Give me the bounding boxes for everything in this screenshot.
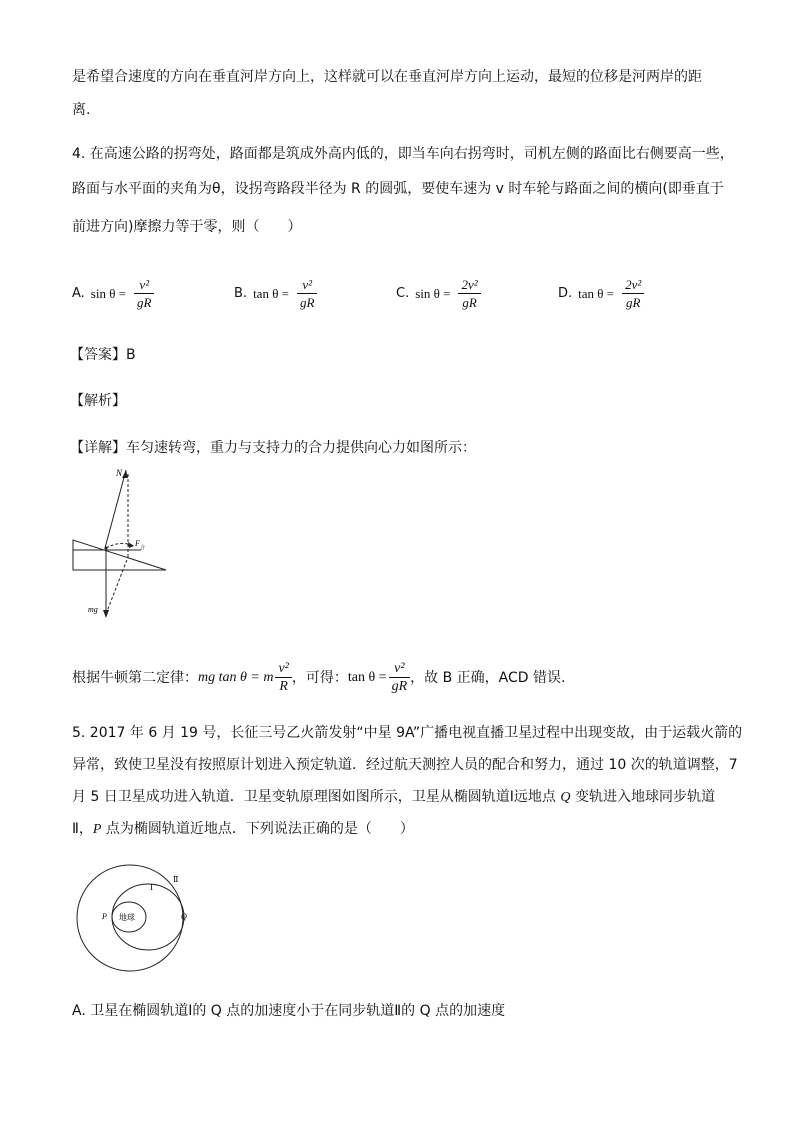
point-p: P bbox=[92, 822, 102, 837]
fraction-numerator: v² bbox=[297, 276, 317, 294]
label-orbit-ii: Ⅱ bbox=[173, 875, 179, 884]
option-letter: C. bbox=[396, 286, 410, 301]
fraction-numerator: v² bbox=[389, 660, 411, 678]
question-5-stem bbox=[72, 820, 414, 839]
newton-eq2-left: tan θ = bbox=[347, 669, 387, 685]
answer-line bbox=[70, 346, 136, 364]
newton-mid: ，可得： bbox=[291, 669, 348, 686]
analysis-tag: 【解析】 bbox=[70, 393, 126, 409]
fraction-denominator: gR bbox=[462, 295, 477, 310]
fraction-denominator: gR bbox=[300, 295, 315, 310]
fraction-denominator: gR bbox=[137, 295, 152, 310]
fraction bbox=[458, 276, 480, 311]
detail-tag: 【详解】 bbox=[70, 440, 126, 456]
text-span: Ⅱ， bbox=[72, 821, 93, 837]
option-letter: A. bbox=[72, 286, 85, 301]
option-b[interactable] bbox=[234, 276, 317, 311]
option-letter: B. bbox=[234, 286, 248, 301]
text-line: 是希望合速度的方向在垂直河岸方向上，这样就可以在垂直河岸方向上运动，最短的位移是河两岸的距 bbox=[72, 69, 702, 85]
arrowhead bbox=[128, 542, 134, 548]
fraction-numerator: v² bbox=[275, 660, 291, 678]
text-span: 月 5 日卫星成功进入轨道．卫星变轨原理图如图所示，卫星从椭圆轨道Ⅰ远地点 bbox=[72, 789, 561, 805]
fraction bbox=[389, 660, 411, 695]
label-orbit-i: Ⅰ bbox=[150, 883, 154, 892]
fraction-numerator: v² bbox=[134, 276, 154, 294]
detail-text: 车匀速转弯，重力与支持力的合力提供向心力如图所示： bbox=[126, 440, 476, 456]
label-q: Q bbox=[181, 912, 187, 921]
text-line: 离. bbox=[72, 102, 91, 118]
question-4-stem: 路面与水平面的夹角为θ，设拐弯路段半径为 R 的圆弧，要使车速为 v 时车轮与路面之间的横向(即垂直于 bbox=[72, 181, 724, 197]
fraction bbox=[622, 276, 644, 311]
answer-tag: 【答案】 bbox=[70, 347, 126, 363]
construction-dashed-line bbox=[106, 557, 128, 614]
question-4-stem: 前进方向)摩擦力等于零，则（ ） bbox=[72, 219, 302, 235]
point-q: Q bbox=[560, 790, 571, 805]
question-5-option-a[interactable]: A. 卫星在椭圆轨道Ⅰ的 Q 点的加速度小于在同步轨道Ⅱ的 Q 点的加速度 bbox=[72, 1003, 506, 1019]
label-f-sub: 合 bbox=[140, 546, 146, 551]
fraction bbox=[297, 276, 317, 311]
newton-line bbox=[72, 660, 565, 695]
question-5-stem: 5. 2017 年 6 月 19 号，长征三号乙火箭发射“中星 9A”广播电视直播卫星过程中出现变故，由于运载火箭的 bbox=[72, 725, 743, 741]
option-expr: tan θ = bbox=[253, 285, 290, 301]
option-a[interactable] bbox=[72, 276, 154, 311]
orbit-diagram bbox=[70, 860, 200, 980]
newton-suffix: ，故 B 正确，ACD 错误. bbox=[410, 669, 566, 686]
label-f: F bbox=[135, 539, 140, 548]
question-5-stem: 异常，致使卫星没有按照原计划进入预定轨道．经过航天测控人员的配合和努力，通过 10 次的轨道调整，7 bbox=[72, 757, 738, 773]
earth-label: 地球 bbox=[119, 913, 135, 922]
fraction-denominator: gR bbox=[625, 295, 641, 310]
option-d[interactable] bbox=[558, 276, 644, 311]
normal-force-arrow bbox=[105, 470, 126, 548]
fraction-numerator: 2v² bbox=[622, 276, 644, 294]
fraction bbox=[275, 660, 291, 695]
label-p: P bbox=[102, 912, 107, 921]
option-expr: sin θ = bbox=[415, 285, 451, 301]
fraction-numerator: 2v² bbox=[458, 276, 480, 294]
newton-eq-left: mg tan θ = m bbox=[198, 669, 274, 685]
contact-point bbox=[105, 547, 108, 550]
option-letter: D. bbox=[558, 286, 573, 301]
label-n: N bbox=[116, 468, 123, 478]
detail-line bbox=[70, 439, 476, 457]
answer-value: B bbox=[126, 347, 136, 363]
option-c[interactable] bbox=[396, 276, 481, 311]
fraction-denominator: R bbox=[279, 679, 288, 694]
fraction bbox=[134, 276, 154, 311]
newton-prefix: 根据牛顿第二定律： bbox=[72, 669, 198, 686]
option-expr: tan θ = bbox=[578, 285, 615, 301]
text-span: 变轨进入地球同步轨道 bbox=[570, 789, 715, 805]
text-span: 点为椭圆轨道近地点．下列说法正确的是（ ） bbox=[101, 821, 414, 837]
question-5-stem bbox=[72, 788, 715, 807]
question-4-stem: 4. 在高速公路的拐弯处，路面都是筑成外高内低的，即当车向右拐弯时，司机左侧的路面比右侧要高一些， bbox=[72, 146, 734, 162]
fraction-denominator: gR bbox=[391, 679, 408, 694]
label-mg: mg bbox=[88, 605, 98, 614]
arrowhead bbox=[122, 470, 128, 478]
option-expr: sin θ = bbox=[90, 285, 127, 301]
incline-surface bbox=[73, 540, 166, 570]
force-diagram bbox=[66, 462, 176, 622]
